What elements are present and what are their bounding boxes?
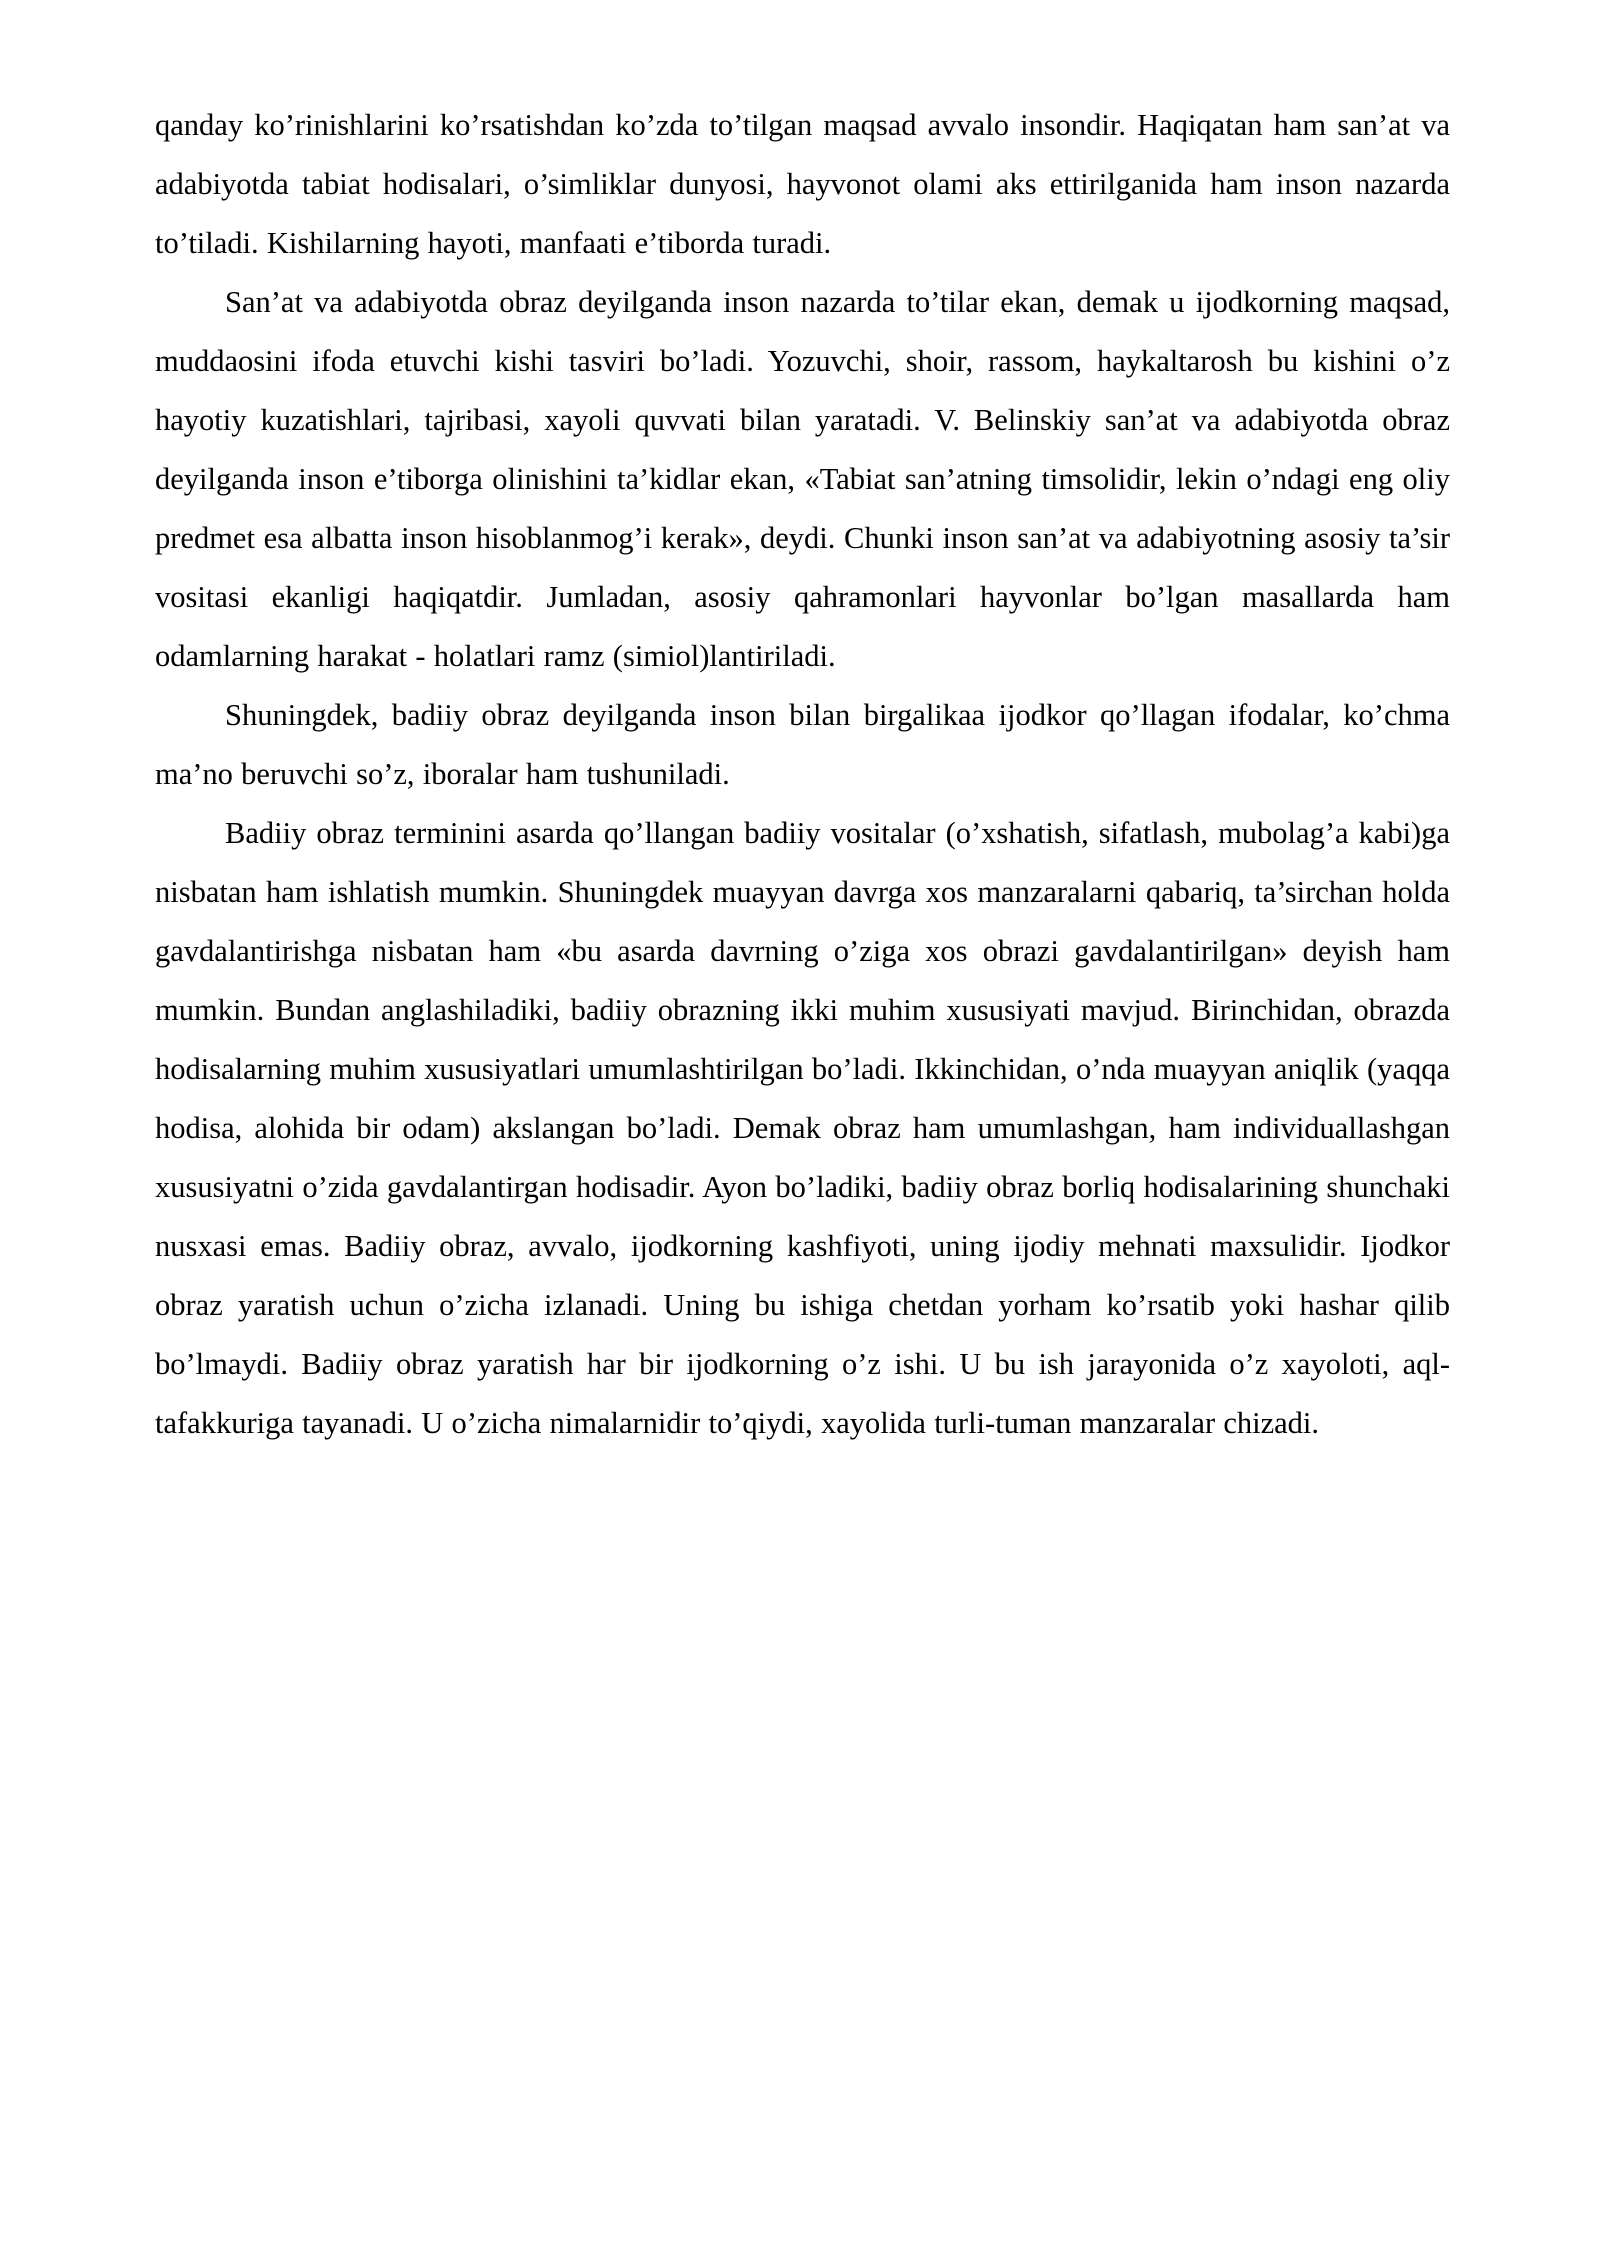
paragraph-3: Shuningdek, badiiy obraz deyilganda inson bilan birgalikaa ijodkor qo’llagan ifodalar, ko’chma ma’no beruvchi so’z, iboralar ham tushuniladi. — [155, 698, 1450, 791]
paragraph-1: qanday ko’rinishlarini ko’rsatishdan ko’zda to’tilgan maqsad avvalo insondir. Haqiqatan ham san’at va adabiyotda tabiat hodisalari, o’simliklar dunyosi, hayvonot olami aks ettirilganida ham inson nazarda to’tiladi. Kishilarning hayoti, manfaati e’tiborda turadi. — [155, 108, 1450, 260]
paragraph-4: Badiiy obraz terminini asarda qo’llangan badiiy vositalar (o’xshatish, sifatlash, mubolag’a kabi)ga nisbatan ham ishlatish mumkin. Shuningdek muayyan davrga xos manzaralarni qabariq, ta’sirchan holda gavdalantirishga nisbatan ham «bu asarda davrning o’ziga xos obrazi gavdalantirilgan» deyish ham mumkin. Bundan anglashiladiki, badiiy obrazning ikki muhim xususiyati mavjud. Birinchidan, obrazda hodisalarning muhim xususiyatlari umumlashtirilgan bo’ladi. Ikkinchidan, o’nda muayyan aniqlik (yaqqa hodisa, alohida bir odam) akslangan bo’ladi. Demak obraz ham umumlashgan, ham individuallashgan xususiyatni o’zida gavdalantirgan hodisadir. Ayon bo’ladiki, badiiy obraz borliq hodisalarining shunchaki nusxasi emas. Badiiy obraz, avvalo, ijodkorning kashfiyoti, uning ijodiy mehnati maxsulidir. Ijodkor obraz yaratish uchun o’zicha izlanadi. Uning bu ishiga chetdan yorham ko’rsatib yoki hashar qilib bo’lmaydi. Badiiy obraz yaratish har bir ijodkorning o’z ishi. U bu ish jarayonida o’z xayoloti, aql-tafakkuriga tayanadi. U o’zicha nimalarnidir to’qiydi, xayolida turli-tuman manzaralar chizadi. — [155, 816, 1450, 1440]
paragraph-2: San’at va adabiyotda obraz deyilganda inson nazarda to’tilar ekan, demak u ijodkorning maqsad, muddaosini ifoda etuvchi kishi tasviri bo’ladi. Yozuvchi, shoir, rassom, haykaltarosh bu kishini o’z hayotiy kuzatishlari, tajribasi, xayoli quvvati bilan yaratadi. V. Belinskiy san’at va adabiyotda obraz deyilganda inson e’tiborga olinishini ta’kidlar ekan, «Tabiat san’atning timsolidir, lekin o’ndagi eng oliy predmet esa albatta inson hisoblanmog’i kerak», deydi. Chunki inson san’at va adabiyotning asosiy ta’sir vositasi ekanligi haqiqatdir. Jumladan, asosiy qahramonlari hayvonlar bo’lgan masallarda ham odamlarning harakat - holatlari ramz (simiol)lantiriladi. — [155, 285, 1450, 673]
page-text-body — [155, 96, 1450, 1453]
